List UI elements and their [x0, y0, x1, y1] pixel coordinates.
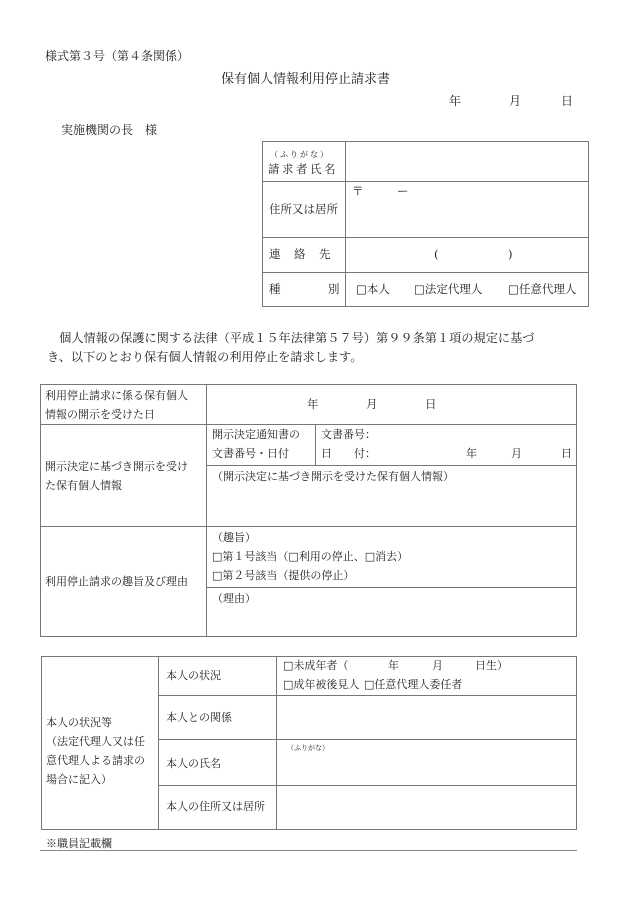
minor-birth-day: 日生） — [475, 659, 508, 672]
doc-number-field[interactable] — [380, 426, 575, 444]
column-divider — [276, 656, 277, 830]
postal-dash: ー — [397, 184, 409, 198]
disclosure-year: 年 — [307, 397, 319, 411]
requester-name-label: 請求者氏名 — [268, 162, 338, 176]
principal-name-field[interactable] — [278, 741, 575, 784]
relation-field[interactable] — [278, 697, 575, 738]
disclosure-day: 日 — [425, 397, 437, 411]
contact-field[interactable] — [347, 239, 587, 271]
notice-month: 月 — [511, 447, 522, 460]
disclosure-date-field[interactable] — [208, 386, 575, 423]
addressee: 実施機関の長 様 — [61, 123, 158, 137]
row-divider — [158, 695, 577, 696]
disclosed-info-placeholder: （開示決定に基づき開示を受けた保有個人情報） — [212, 470, 454, 483]
principal-name-label: 本人の氏名 — [166, 757, 221, 770]
adult-ward-option[interactable]: □成年被後見人 — [283, 678, 360, 691]
option-clause-1[interactable]: □第１号該当（□利用の停止、□消去） — [212, 550, 409, 563]
notice-day: 日 — [561, 447, 572, 460]
furigana-label: （ふりがな） — [270, 150, 330, 159]
requester-column-divider — [345, 141, 346, 307]
disclosure-month: 月 — [366, 397, 378, 411]
notice-date-label: 日 付： — [321, 447, 376, 460]
intro-line-2: き、以下のとおり保有個人情報の利用停止を請求します。 — [47, 350, 363, 364]
staff-section-label: ※職員記載欄 — [46, 837, 112, 850]
notice-label-2: 文書番号・日付 — [212, 447, 289, 460]
principal-group-label-3: 意代理人よる請求の — [46, 754, 145, 767]
date-month-label: 月 — [509, 94, 522, 108]
column-divider — [206, 384, 207, 637]
reason-heading: （理由） — [212, 592, 256, 605]
row-divider — [158, 739, 577, 740]
minor-birth-year: 年 — [388, 659, 399, 672]
principal-group-label-2: （法定代理人又は任 — [46, 735, 145, 748]
type-option-self[interactable]: □本人 — [356, 282, 390, 296]
minor-option[interactable]: □未成年者（ — [283, 659, 349, 672]
type-option-legal-agent[interactable]: □法定代理人 — [414, 282, 483, 296]
row-divider — [262, 181, 589, 182]
notice-label-1: 開示決定通知書の — [212, 428, 300, 441]
disclosure-date-label-2: 情報の開示を受けた日 — [45, 408, 155, 421]
minor-birth-month: 月 — [432, 659, 443, 672]
disclosure-date-label-1: 利用停止請求に係る保有個人 — [45, 389, 188, 402]
type-label-1: 種 — [269, 282, 281, 296]
sub-column-divider — [315, 424, 316, 465]
type-option-voluntary-agent[interactable]: □任意代理人 — [508, 282, 577, 296]
disclosed-info-label-2: た保有個人情報 — [45, 479, 122, 492]
notice-year: 年 — [466, 447, 477, 460]
disclosed-info-field[interactable] — [208, 467, 575, 525]
row-divider — [262, 237, 589, 238]
row-divider — [158, 785, 577, 786]
staff-section-divider — [40, 850, 577, 851]
principal-group-label-1: 本人の状況等 — [46, 716, 112, 729]
contact-parens: ( ) — [434, 247, 515, 261]
row-divider — [262, 272, 589, 273]
date-day-label: 日 — [561, 94, 574, 108]
row-divider — [40, 424, 577, 425]
intro-line-1: 個人情報の保護に関する法律（平成１５年法律第５７号）第９９条第１項の規定に基づ — [47, 331, 535, 345]
reason-field[interactable] — [208, 608, 575, 635]
type-label-2: 別 — [328, 282, 340, 296]
principal-group-label-4: 場合に記入） — [46, 773, 112, 786]
principal-address-field[interactable] — [278, 787, 575, 829]
doc-number-label: 文書番号： — [321, 428, 376, 441]
form-number: 様式第３号（第４条関係） — [45, 49, 190, 63]
principal-address-label: 本人の住所又は居所 — [166, 800, 265, 813]
principal-name-furigana: （ふりがな） — [287, 744, 329, 752]
sub-row-divider — [206, 465, 577, 466]
disclosed-info-label-1: 開示決定に基づき開示を受け — [45, 460, 188, 473]
page-title: 保有個人情報利用停止請求書 — [221, 72, 391, 87]
relation-label: 本人との関係 — [166, 711, 232, 724]
option-clause-2[interactable]: □第２号該当（提供の停止） — [212, 569, 355, 582]
date-year-label: 年 — [449, 94, 462, 108]
requester-address-field[interactable] — [347, 183, 587, 236]
purpose-reason-label: 利用停止請求の趣旨及び理由 — [45, 575, 188, 588]
contact-label: 連 絡 先 — [269, 247, 332, 261]
requester-address-label: 住所又は居所 — [269, 202, 338, 216]
row-divider — [40, 526, 577, 527]
postal-mark: 〒 — [352, 184, 364, 198]
sub-row-divider — [206, 587, 577, 588]
column-divider — [158, 656, 159, 830]
purpose-heading: （趣旨） — [212, 531, 256, 544]
delegator-option[interactable]: □任意代理人委任者 — [364, 678, 463, 691]
principal-status-label: 本人の状況 — [166, 669, 221, 682]
requester-name-field[interactable] — [347, 142, 587, 180]
